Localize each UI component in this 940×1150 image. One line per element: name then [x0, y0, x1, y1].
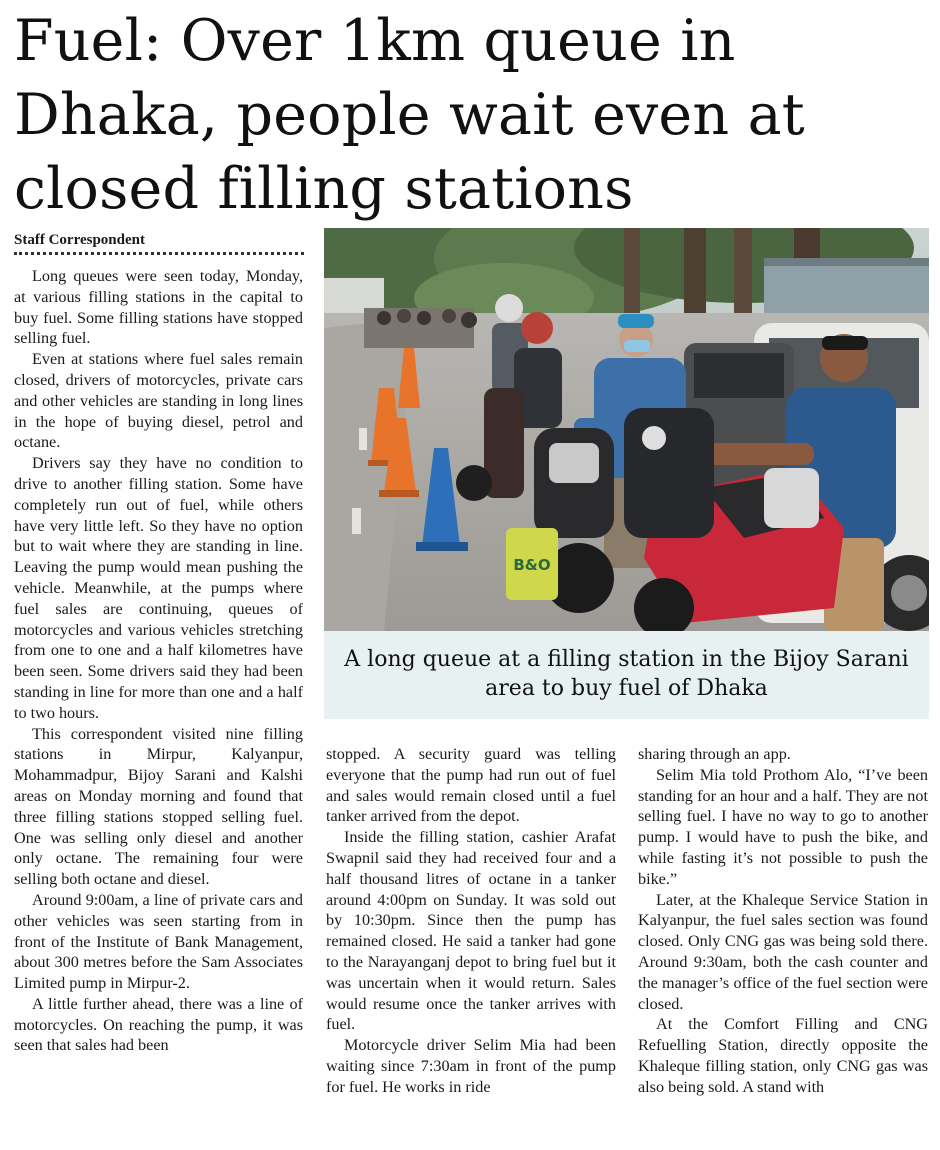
paragraph: Selim Mia told Prothom Alo, “I’ve been standing for an hour and a half. They are not selling fuel. I have no way to go to another pump. I would have to push the bike, and while fasting it’s not possible to push the bike.”: [638, 765, 928, 888]
headline: Fuel: Over 1km queue in Dhaka, people wait even at closed filling stations: [14, 8, 805, 222]
paragraph: Motorcycle driver Selim Mia had been waiting since 7:30am in front of the pump for fuel. He works in ride: [326, 1036, 616, 1096]
paragraph: Around 9:00am, a line of private cars and other vehicles was seen starting from in front of the Institute of Bank Management, about 300 metres before the Sam Associates Limited pump in Mirpur-2.: [14, 890, 303, 993]
paragraph: Drivers say they have no condition to drive to another filling station. Some have completely run out of fuel, while others have very little left. So they have no option but to wait where they are standing in line. Leaving the pump would mean pushing the vehicle. Meanwhile, at the pumps where fuel sales are continuing, queues of motorcycles and various vehicles stretching from one to one and a half kilometres have been seen. Some drivers said they had been standing in line for more than one and a half to two hours.: [14, 454, 303, 722]
paragraph: sharing through an app.: [638, 745, 791, 763]
paragraph: At the Comfort Filling and CNG Refuelling Station, directly opposite the Khaleque filling station, only CNG gas was also being sold. A stand with: [638, 1015, 928, 1096]
paragraph: Even at stations where fuel sales remain closed, drivers of motorcycles, private cars and other vehicles are standing in long lines in the hope of buying diesel, petrol and octane.: [14, 350, 303, 452]
byline-divider: [14, 252, 304, 255]
paragraph: This correspondent visited nine filling stations in Mirpur, Kalyanpur, Mohammadpur, Bijoy Sarani and Kalshi areas on Monday morning and found that three filling stations stopped selling fuel. One was selling only diesel and another only octane. The remaining four were selling both octane and diesel.: [14, 724, 303, 889]
paragraph: Long queues were seen today, Monday, at various filling stations in the capital to buy fuel. Some filling stations have stopped selling fuel.: [14, 267, 303, 348]
queue-photo-illustration: [324, 228, 929, 631]
paragraph: Inside the filling station, cashier Arafat Swapnil said they had received four and a half thousand litres of octane in a tanker around 4:00pm on Sunday. It was sold out by 10:30pm. Since then the pump has remained closed. He said a tanker had gone to the Narayanganj depot to bring fuel but it was uncertain when it would return. Sales would resume once the tanker arrives with fuel.: [326, 828, 616, 1034]
photo-caption: A long queue at a filling station in the Bijoy Sarani area to buy fuel of Dhaka: [344, 647, 909, 701]
bike-sign-text: B&O: [513, 556, 551, 574]
news-photo: [324, 228, 929, 631]
paragraph: Later, at the Khaleque Service Station in Kalyanpur, the fuel sales section was found closed. Only CNG gas was being sold there. Around 9:30am, both the cash counter and the manager’s office of the fuel section were closed.: [638, 890, 928, 1013]
paragraph: stopped. A security guard was telling everyone that the pump had run out of fuel and sales would remain closed until a fuel tanker arrived from the depot.: [326, 745, 616, 826]
article-column-1: [14, 266, 303, 1056]
article-column-2: [326, 744, 616, 1098]
byline: Staff Correspondent: [14, 232, 145, 248]
article-column-3: [638, 744, 928, 1098]
photo-caption-box: [324, 631, 929, 719]
paragraph: A little further ahead, there was a line of motorcycles. On reaching the pump, it was seen that sales had been: [14, 994, 303, 1055]
